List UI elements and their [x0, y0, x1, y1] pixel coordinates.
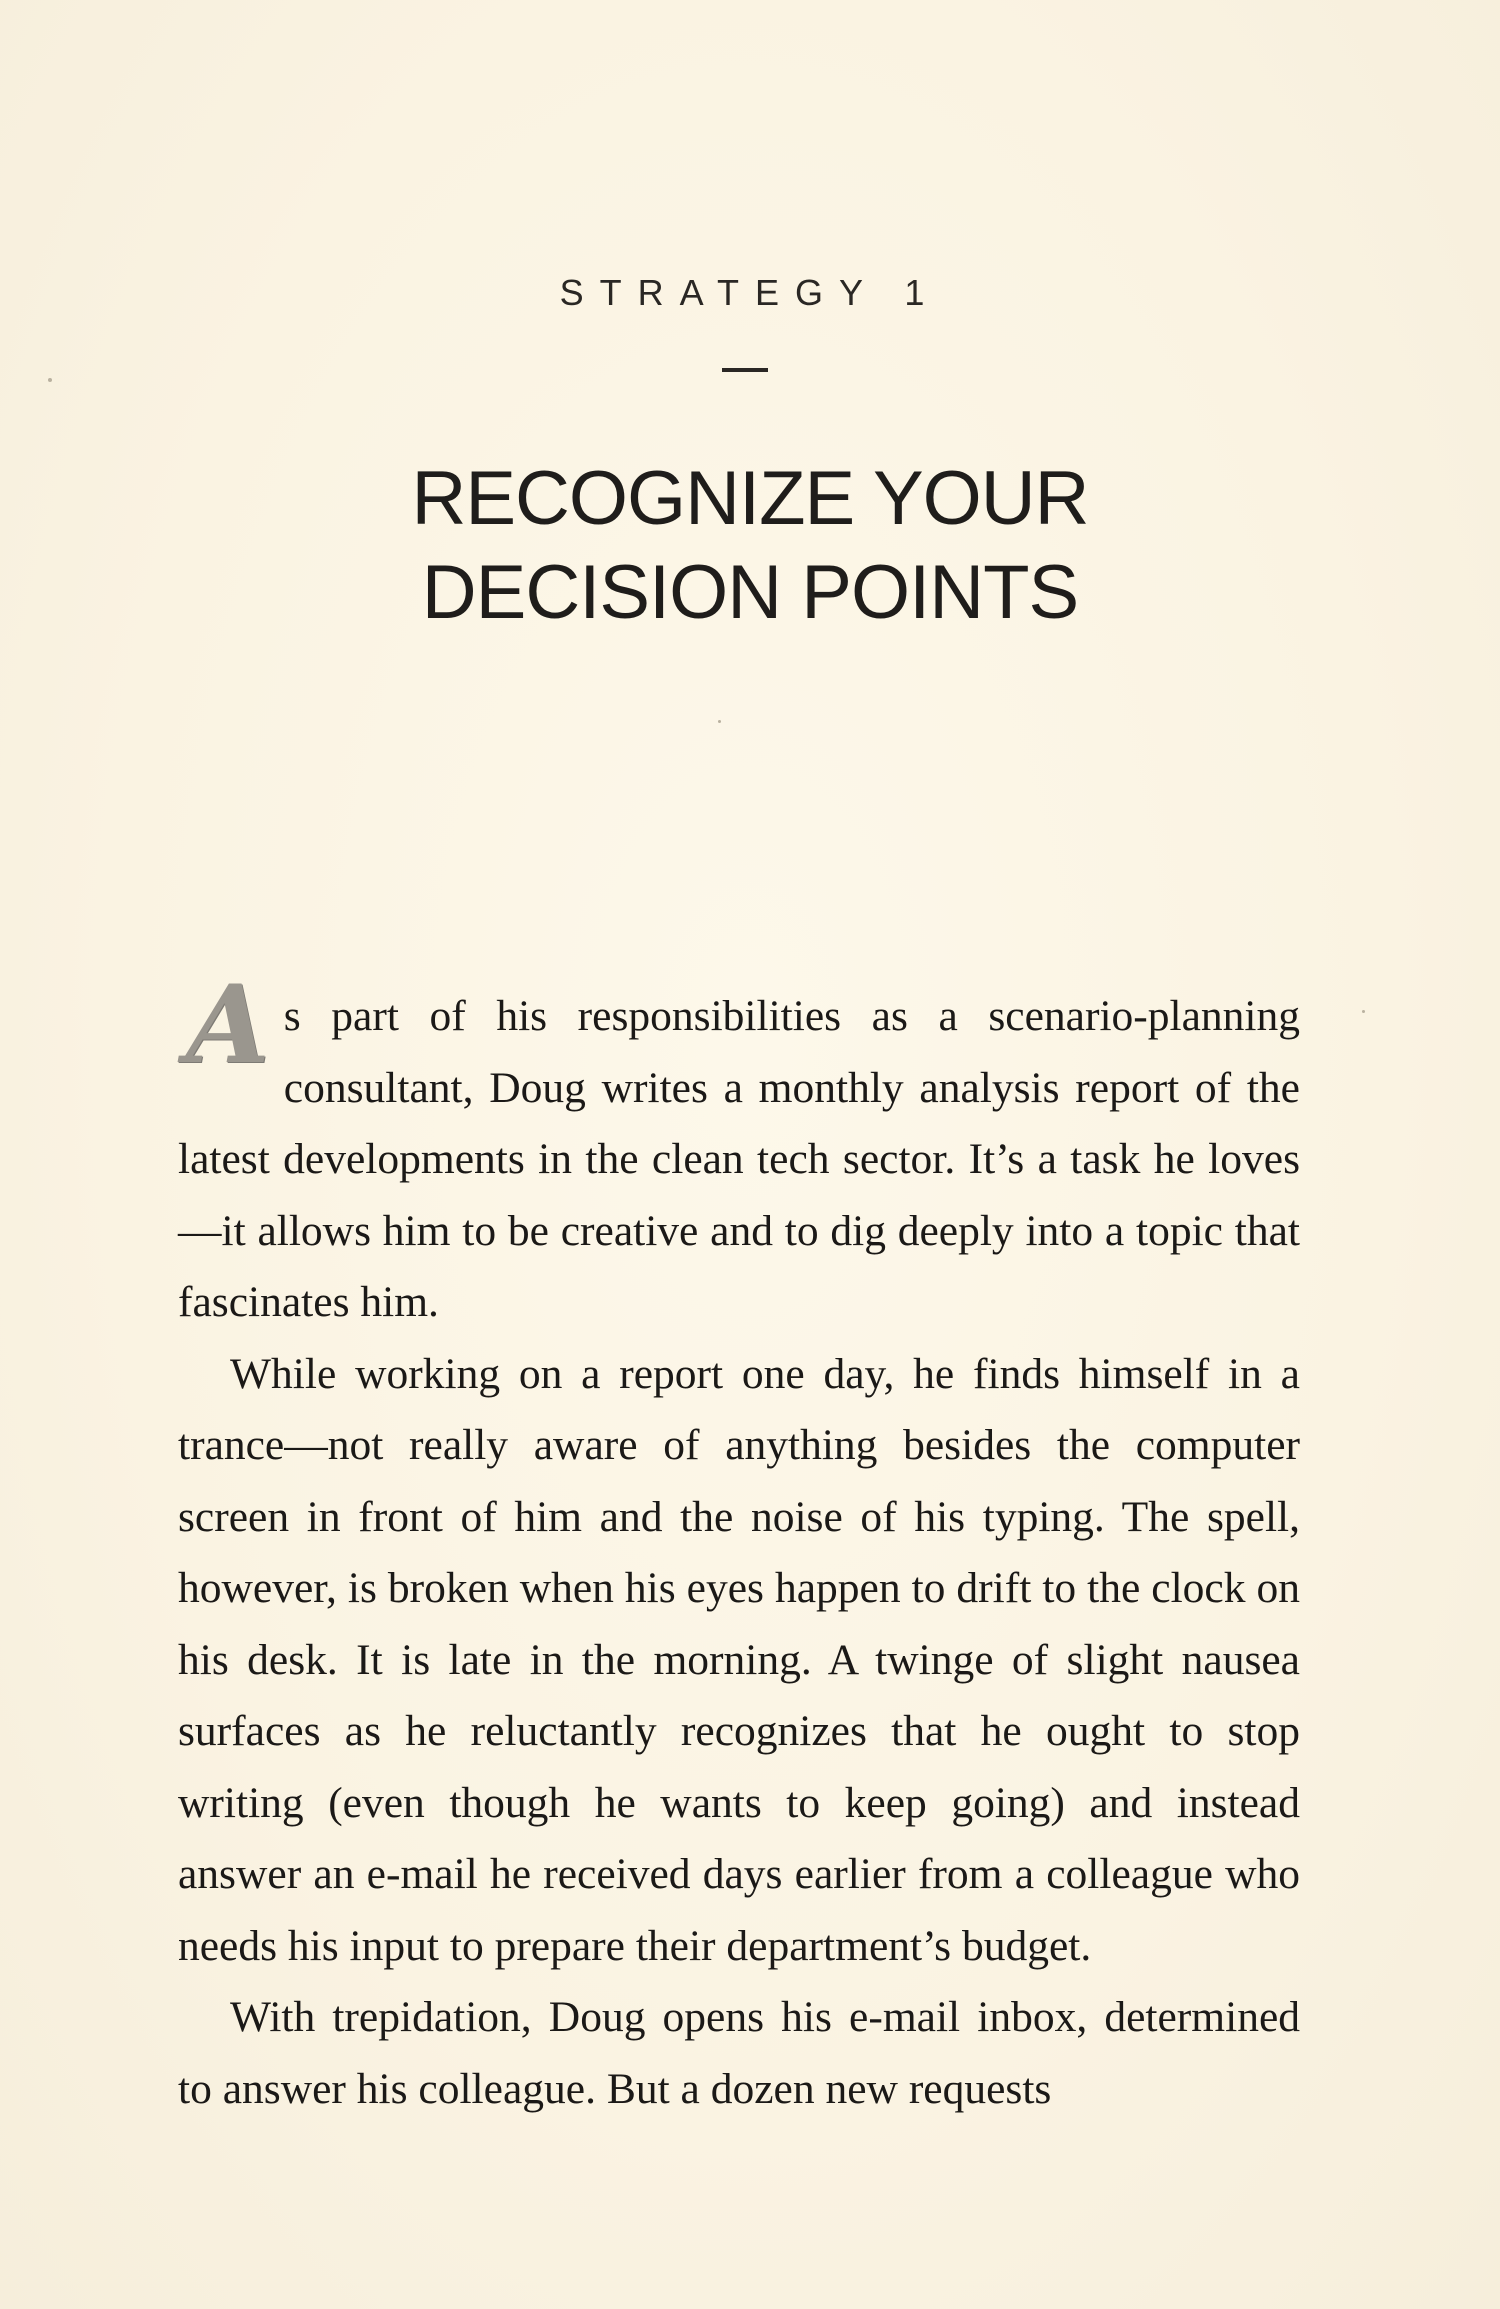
chapter-title-line-2: DECISION POINTS — [421, 550, 1079, 635]
paper-speck — [48, 378, 52, 382]
chapter-title-line-1: RECOGNIZE YOUR — [411, 456, 1089, 541]
paragraph-1 — [178, 962, 1300, 1339]
chapter-title — [0, 452, 1500, 640]
strategy-label: STRATEGY 1 — [559, 272, 941, 313]
drop-cap: A — [186, 962, 270, 1088]
title-divider — [722, 368, 768, 372]
paragraph-2: While working on a report one day, he finds himself in a trance—not really aware of anything besides the computer screen in front of him and the noise of his typing. The spell, however, is broken when his eyes happen to drift to the clock on his desk. It is late in the morning. A twinge of slight nausea surfaces as he reluctantly recognizes that he ought to stop writing (even though he wants to keep going) and instead answer an e-mail he received days earlier from a colleague who needs his input to prepare their department’s budget. — [178, 1349, 1300, 1970]
paragraph-1-text: s part of his responsibilities as a scenario-planning consultant, Doug writes a monthly analysis report of the latest developments in the clean tech sector. It’s a task he loves—it allows him to be creative and to dig deeply into a topic that fascinates him. — [178, 992, 1300, 1326]
paper-speck — [718, 720, 721, 723]
body-text — [178, 962, 1300, 2125]
paragraph-3: With trepidation, Doug opens his e-mail inbox, determined to answer his colleague. But a dozen new requests — [178, 1993, 1300, 2113]
paper-speck — [1362, 1010, 1365, 1013]
